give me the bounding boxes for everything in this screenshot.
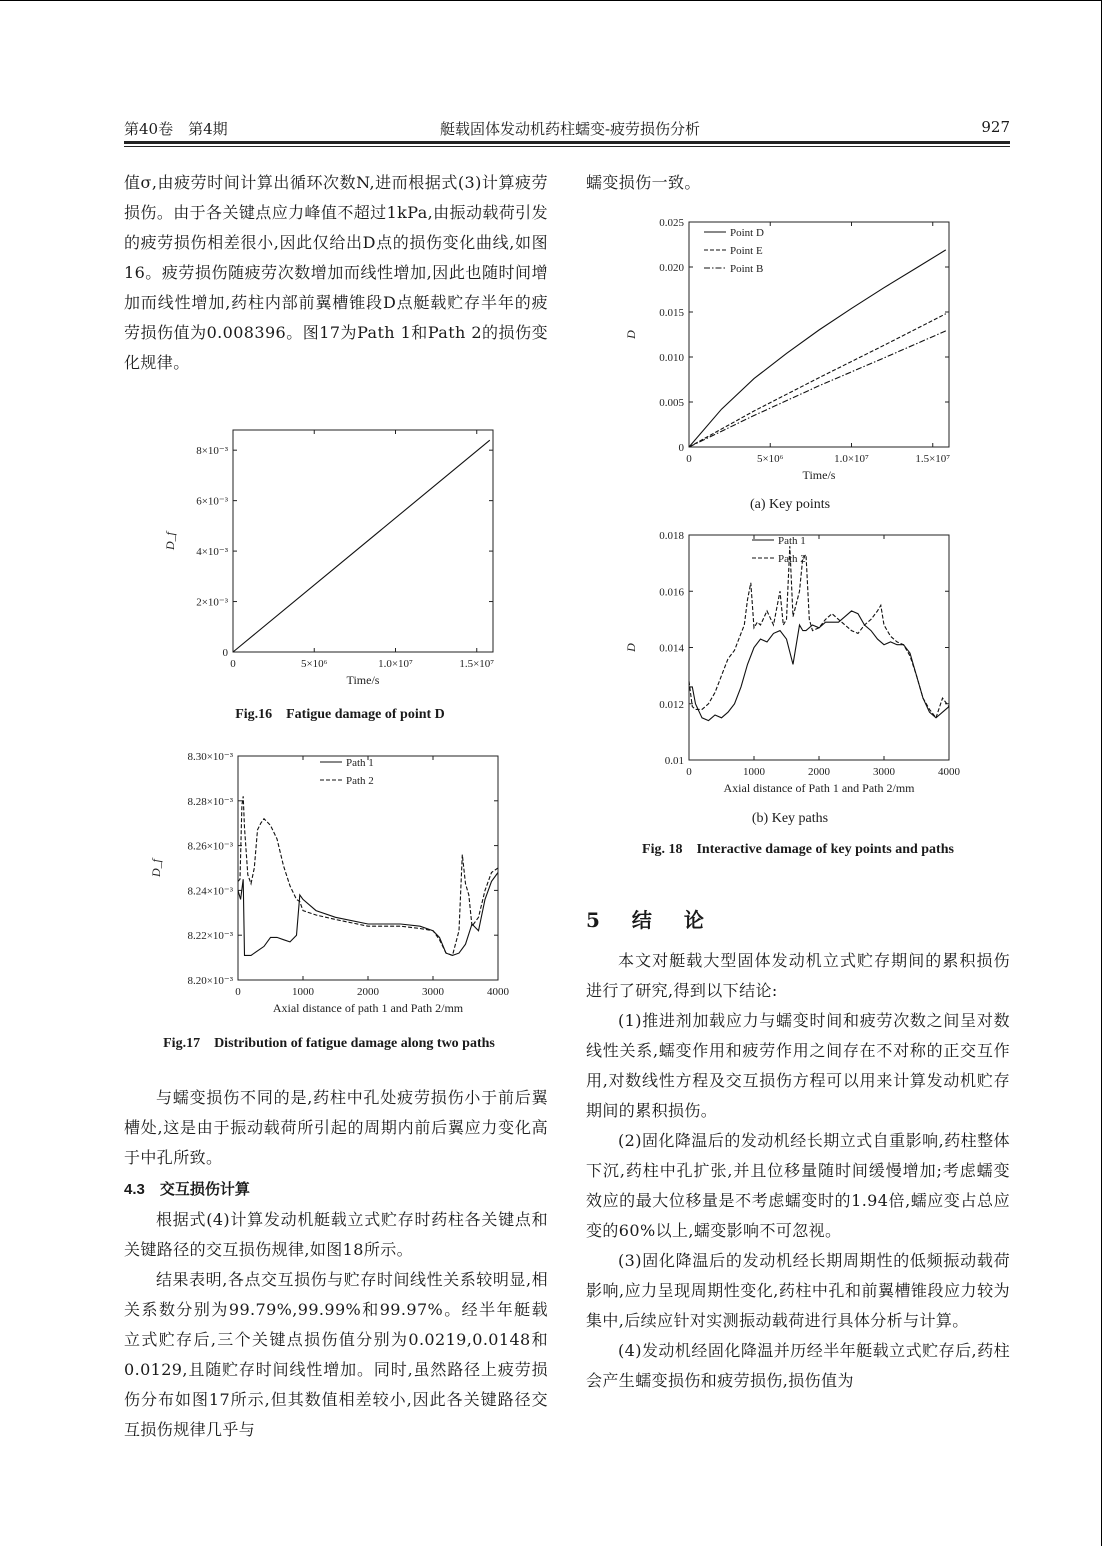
fig18b-chart	[600, 522, 980, 812]
fig16-ytick-label: 6×10⁻³	[196, 495, 228, 508]
fig17-ytick-label: 8.26×10⁻³	[187, 840, 233, 853]
fig18a-series-point-b	[689, 331, 946, 447]
fig17-legend-label: Path 2	[346, 775, 374, 787]
fig16-xtick-label: 1.0×10⁷	[378, 658, 413, 670]
fig16-ylabel: D_f	[163, 532, 177, 550]
fig17-xtick-label: 4000	[487, 986, 509, 998]
fig16-xtick-label: 0	[230, 658, 236, 670]
fig18-caption: Fig. 18 Interactive damage of key points and paths	[642, 842, 954, 857]
fig17-series-path-1	[238, 873, 498, 956]
conclusion-intro: 本文对艇载大型固体发动机立式贮存期间的累积损伤进行了研究,得到以下结论:	[586, 951, 1010, 1000]
fig18b-xtick-label: 4000	[938, 766, 960, 778]
fig16-frame	[233, 430, 493, 652]
fig18b-xlabel: Axial distance of Path 1 and Path 2/mm	[723, 781, 915, 795]
fig16-ytick-label: 0	[222, 647, 228, 659]
fig18b-xtick-label: 1000	[743, 766, 765, 778]
fig17-caption: Fig.17 Distribution of fatigue damage along two paths	[163, 1036, 495, 1051]
fig17-ytick-label: 8.30×10⁻³	[187, 751, 233, 763]
fig18a-ytick-label: 0.025	[659, 217, 684, 229]
fig18b-ytick-label: 0.016	[659, 586, 684, 599]
fig18a-xtick-label: 0	[686, 453, 692, 465]
fig17-ytick-label: 8.24×10⁻³	[187, 885, 233, 898]
fig18b-frame	[689, 535, 949, 760]
header-volume: 第40卷 第4期	[124, 120, 228, 138]
fig18a-series-point-e	[689, 314, 946, 447]
fig18b-plot	[624, 530, 961, 795]
fig17-ytick-label: 8.22×10⁻³	[187, 930, 233, 943]
fig16-caption: Fig.16 Fatigue damage of point D	[235, 707, 445, 722]
conclusions	[586, 946, 1010, 1396]
fig18b-ytick-label: 0.018	[659, 530, 684, 542]
fig18a-subcaption: (a) Key points	[749, 497, 831, 512]
fig18a-xtick-label: 1.5×10⁷	[915, 453, 951, 465]
fig16-plot	[163, 430, 494, 687]
fig18a-ytick-label: 0.020	[659, 262, 684, 274]
fig16-xtick-label: 1.5×10⁷	[459, 658, 495, 670]
fig17-legend-label: Path 1	[346, 757, 374, 769]
left-paragraph-2: 与蠕变损伤不同的是,药柱中孔处疲劳损伤小于前后翼槽处,这是由于振动载荷所引起的周期内前后翼应力变化高于中孔所致。	[124, 1088, 548, 1167]
fig18a-xtick-label: 5×10⁶	[756, 453, 784, 465]
fig17-xtick-label: 0	[235, 986, 241, 998]
fig18a-legend-label: Point E	[730, 245, 763, 257]
fig16-series-0	[233, 440, 490, 652]
header-rule-thin	[124, 146, 1010, 147]
fig18b-xtick-label: 0	[686, 766, 692, 778]
right-paragraph-0: 蠕变损伤一致。	[586, 173, 701, 192]
fig17-plot	[149, 751, 510, 1015]
fig18b-ytick-label: 0.014	[659, 642, 684, 655]
fig18a-ytick-label: 0	[678, 442, 684, 454]
page-top-border	[0, 0, 1102, 1]
conclusion-2: (2)固化降温后的发动机经长期立式自重影响,药柱整体下沉,药柱中孔扩张,并且位移量随时间缓慢增加;考虑蠕变效应的最大位移量是不考虑蠕变时的1.94倍,蠕应变占总应变的60%以上,蠕变影响不可忽视。	[586, 1131, 1010, 1240]
fig18b-xtick-label: 2000	[808, 766, 830, 778]
conclusion-3: (3)固化降温后的发动机经长期周期性的低频振动载荷影响,应力呈现周期性变化,药柱中孔和前翼槽锥段应力较为集中,后续应针对实测振动载荷进行具体分析与计算。	[586, 1251, 1010, 1330]
fig18a-xtick-label: 1.0×10⁷	[834, 453, 869, 465]
fig17-xtick-label: 1000	[292, 986, 314, 998]
left-paragraph-4: 结果表明,各点交互损伤与贮存时间线性关系较明显,相关系数分别为99.79%,99.99%和99.97%。经半年艇载立式贮存后,三个关键点损伤值分别为0.0219,0.0148和0.0129,且随贮存时间线性增加。同时,虽然路径上疲劳损伤分布如图17所示,但其数值相差较小,因此各关键路径交互损伤规律几乎与	[124, 1270, 548, 1439]
header-page-number: 927	[981, 118, 1010, 136]
fig16-xtick-label: 5×10⁶	[300, 658, 328, 670]
fig18b-series-path-2	[689, 546, 949, 718]
fig18b-legend-label: Path 2	[778, 553, 806, 565]
fig18a-ytick-label: 0.010	[659, 352, 684, 364]
fig18a-chart	[600, 208, 980, 498]
section-4-3-heading: 4.3 交互损伤计算	[124, 1181, 250, 1198]
fig18a-legend-label: Point B	[730, 263, 764, 275]
conclusion-1: (1)推进剂加载应力与蠕变时间和疲劳次数之间呈对数线性关系,蠕变作用和疲劳作用之间存在不对称的正交互作用,对数线性方程及交互损伤方程可以用来计算发动机贮存期间的累积损伤。	[586, 1011, 1010, 1120]
fig18b-ytick-label: 0.01	[664, 755, 684, 767]
fig18a-frame	[689, 222, 949, 447]
fig18b-subcaption: (b) Key paths	[751, 811, 829, 826]
section-5-heading: 5 结 论	[586, 908, 710, 932]
fig18b-ytick-label: 0.012	[659, 698, 684, 711]
fig17-chart	[130, 742, 550, 1032]
fig16-ytick-label: 4×10⁻³	[196, 546, 228, 559]
fig18b-ylabel: D	[624, 643, 638, 652]
fig18a-legend-label: Point D	[730, 227, 764, 239]
header-title: 艇载固体发动机药柱蠕变-疲劳损伤分析	[439, 120, 701, 138]
left-paragraph-3: 根据式(4)计算发动机艇载立式贮存时药柱各关键点和关键路径的交互损伤规律,如图18所示。 结果表明,各点交互损伤与贮存时间线性关系较明显,相关系数分别为99.79%,99.99%和99.97%。经半年艇载立式贮存后,三个关键点损伤值分别为0.0219,0.0148和0.0129,且随贮存时间线性增加。同时,虽然路径上疲劳损伤分布如图17所示,但其数值相差较小,因此各关键路径交互损伤规律几乎与	[124, 1205, 548, 1445]
conclusion-4: (4)发动机经固化降温并历经半年艇载立式贮存后,药柱会产生蠕变损伤和疲劳损伤,损伤值为	[586, 1341, 1010, 1390]
fig18b-legend-label: Path 1	[778, 535, 806, 547]
fig17-xlabel: Axial distance of path 1 and Path 2/mm	[272, 1001, 464, 1015]
fig18a-xlabel: Time/s	[802, 468, 836, 482]
fig16-chart	[130, 420, 550, 700]
fig18b-series-path-1	[689, 611, 949, 721]
fig17-xtick-label: 2000	[357, 986, 379, 998]
fig17-ylabel: D_f	[149, 859, 163, 877]
fig17-series-path-2	[238, 796, 498, 955]
fig18a-ytick-label: 0.015	[659, 307, 684, 319]
fig17-ytick-label: 8.28×10⁻³	[187, 795, 233, 808]
fig18b-xtick-label: 3000	[873, 766, 895, 778]
fig18a-series-point-d	[689, 250, 946, 447]
fig18a-ytick-label: 0.005	[659, 397, 684, 409]
fig17-ytick-label: 8.20×10⁻³	[187, 975, 233, 987]
header-rule	[124, 141, 1010, 144]
left-paragraph-1: 值σ,由疲劳时间计算出循环次数N,进而根据式(3)计算疲劳损伤。由于各关键点应力峰值不超过1kPa,由振动载荷引发的疲劳损伤相差很小,因此仅给出D点的损伤变化曲线,如图16。疲劳损伤随疲劳次数增加而线性增加,因此也随时间增加而线性增加,药柱内部前翼槽锥段D点艇载贮存半年的疲劳损伤值为0.008396。图17为Path 1和Path 2的损伤变化规律。	[124, 173, 548, 372]
fig17-xtick-label: 3000	[422, 986, 444, 998]
fig17-frame	[238, 756, 498, 980]
fig16-ytick-label: 2×10⁻³	[196, 596, 228, 609]
fig16-xlabel: Time/s	[346, 673, 380, 687]
fig18a-ylabel: D	[624, 330, 638, 339]
fig16-ytick-label: 8×10⁻³	[196, 445, 228, 458]
fig18a-plot	[624, 217, 950, 482]
